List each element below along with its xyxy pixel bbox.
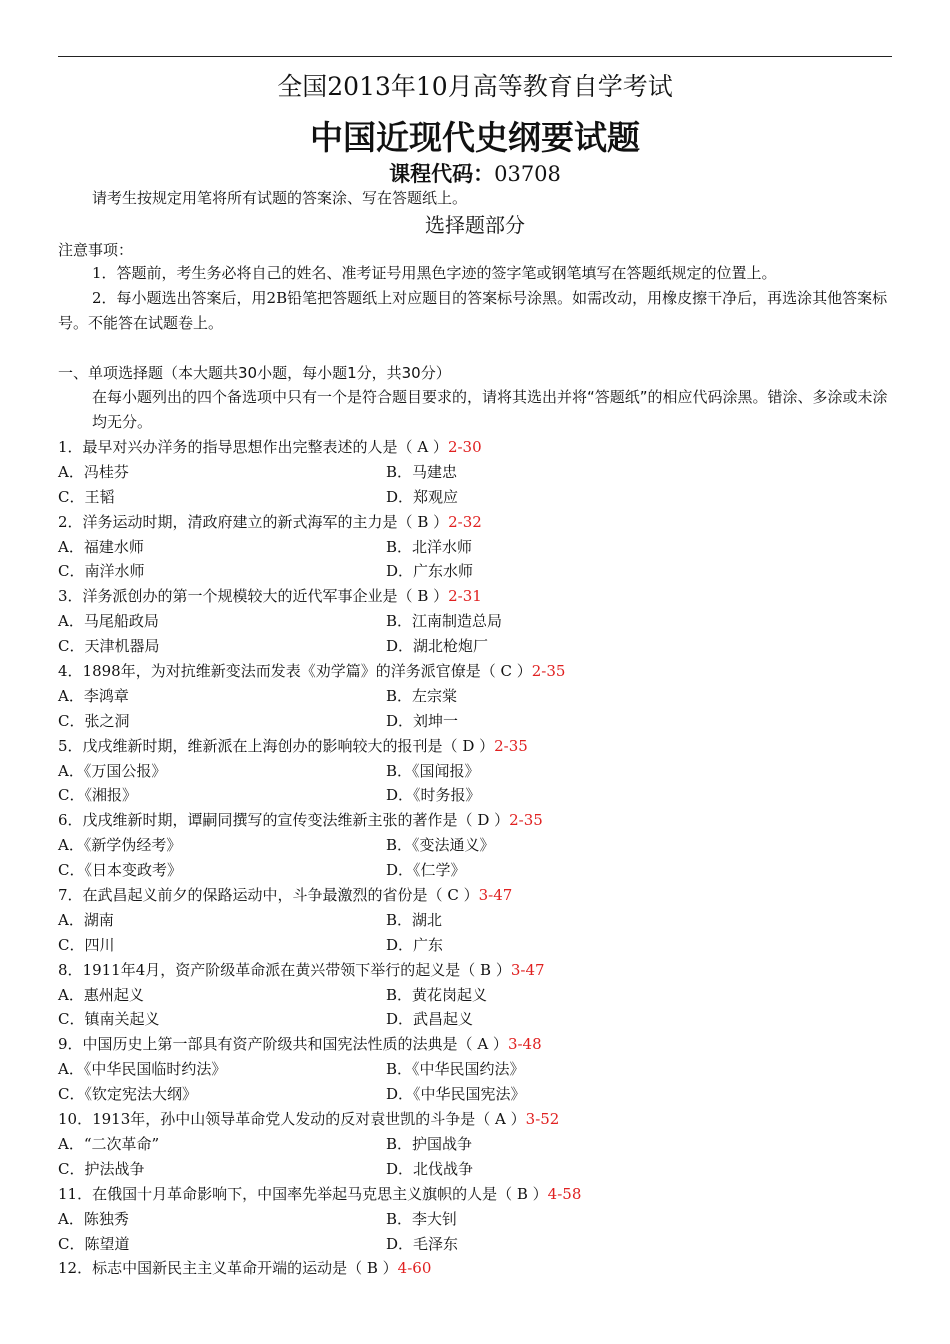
option-row <box>58 460 898 485</box>
option: D．北伐战争 <box>386 1159 474 1178</box>
question-stem <box>58 510 898 535</box>
option: A．《万国公报》 <box>58 761 167 780</box>
option: C．陈望道 <box>58 1234 130 1253</box>
exam-title: 全国2013年10月高等教育自学考试 <box>277 72 673 101</box>
question-item <box>58 734 898 809</box>
option: C．《钦定宪法大纲》 <box>58 1085 197 1104</box>
option: A．《中华民国临时约法》 <box>58 1060 227 1079</box>
option-row <box>58 1007 898 1032</box>
page-reference: 4-58 <box>547 1184 582 1203</box>
question-text: 2．洋务运动时期，清政府建立的新式海军的主力是（ <box>58 512 413 531</box>
option-row <box>58 933 898 958</box>
note-item: 1．答题前，考生务必将自己的姓名、准考证号用黑色字迹的签字笔或钢笔填写在答题纸规定的位置上。 <box>92 264 777 282</box>
answer-close: ） <box>510 1110 526 1129</box>
option: C．张之洞 <box>58 711 130 730</box>
option: C．四川 <box>58 935 115 954</box>
option: D．湖北枪炮厂 <box>386 637 489 656</box>
option: B．《中华民国约法》 <box>386 1060 525 1079</box>
question-stem <box>58 883 898 908</box>
option: D．广东水师 <box>386 562 474 581</box>
question-stem <box>58 734 898 759</box>
answer-letter: B <box>512 1184 533 1203</box>
option: D．《仁学》 <box>386 861 466 880</box>
option-row <box>58 858 898 883</box>
option: C．镇南关起义 <box>58 1010 160 1029</box>
option: A．湖南 <box>58 910 114 929</box>
question-stem <box>58 1107 898 1132</box>
page-reference: 3-47 <box>510 960 545 979</box>
option-row <box>58 634 898 659</box>
answer-close: ） <box>492 1035 508 1054</box>
answer-close: ） <box>516 662 532 681</box>
answer-letter: D <box>457 736 480 755</box>
question-item <box>58 808 898 883</box>
answer-letter: A <box>412 438 433 456</box>
question-item <box>58 659 898 734</box>
question-stem <box>58 1032 898 1057</box>
answer-letter: B <box>412 512 434 531</box>
question-text: 4．1898年，为对抗维新变法而发表《劝学篇》的洋务派官僚是（ <box>58 662 496 681</box>
answer-close: ） <box>495 960 511 979</box>
option-row <box>58 1057 898 1082</box>
notes-heading: 注意事项： <box>58 241 134 259</box>
question-text: 8．1911年4月，资产阶级革命派在黄兴带领下举行的起义是（ <box>58 960 476 979</box>
option: B．左宗棠 <box>386 686 458 705</box>
question-text: 12．标志中国新民主主义革命开端的运动是（ <box>58 1259 363 1278</box>
question-stem <box>58 808 898 833</box>
answer-letter: B <box>362 1259 383 1278</box>
page-reference: 2-35 <box>494 736 528 755</box>
page-reference: 3-47 <box>478 886 513 905</box>
question-item <box>58 510 898 585</box>
option-row <box>58 1082 898 1107</box>
option: D．《中华民国宪法》 <box>386 1085 526 1104</box>
option-row <box>58 783 898 808</box>
question-text: 10．1913年，孙中山领导革命党人发动的反对袁世凯的斗争是（ <box>58 1110 491 1129</box>
course-code-label: 课程代码： <box>389 162 495 186</box>
question-stem <box>58 435 898 460</box>
question-stem <box>58 958 898 983</box>
option: C．《日本变政考》 <box>58 861 182 880</box>
option-row <box>58 684 898 709</box>
question-item <box>58 883 898 958</box>
question-text: 7．在武昌起义前夕的保路运动中，斗争最激烈的省份是（ <box>58 886 443 905</box>
question-item <box>58 435 898 510</box>
question-list <box>58 435 898 1281</box>
option: B．护国战争 <box>386 1134 473 1153</box>
option: B．黄花岗起义 <box>386 985 488 1004</box>
page-reference: 4-60 <box>397 1259 432 1278</box>
answer-close: ） <box>433 587 449 606</box>
option: A．李鸿章 <box>58 686 129 705</box>
option-row <box>58 983 898 1008</box>
answer-letter: A <box>490 1110 511 1129</box>
option-row <box>58 833 898 858</box>
option-row <box>58 1132 898 1157</box>
option-row <box>58 709 898 734</box>
option-row <box>58 559 898 584</box>
answer-letter: C <box>495 662 517 681</box>
option: A．惠州起义 <box>58 985 144 1004</box>
question-item <box>58 1256 898 1281</box>
page-reference: 2-32 <box>448 512 482 531</box>
answer-close: ） <box>432 438 448 456</box>
option: D．刘坤一 <box>386 711 459 730</box>
question-text: 11．在俄国十月革命影响下，中国率先举起马克思主义旗帜的人是（ <box>58 1184 513 1203</box>
page-reference: 2-35 <box>509 811 543 830</box>
page-reference: 2-30 <box>447 438 482 456</box>
question-stem <box>58 1182 898 1207</box>
option: D．广东 <box>386 935 444 954</box>
option-row <box>58 535 898 560</box>
question-item <box>58 958 898 1033</box>
option: D．郑观应 <box>386 487 459 506</box>
question-item <box>58 1107 898 1182</box>
subject-title: 中国近现代史纲要试题 <box>310 118 640 157</box>
option: C．《湘报》 <box>58 786 137 805</box>
answer-letter: A <box>472 1035 493 1054</box>
header-rule <box>58 56 892 57</box>
page-reference: 2-35 <box>531 662 566 681</box>
question-item <box>58 1182 898 1257</box>
question-stem <box>58 1256 898 1281</box>
option-row <box>58 908 898 933</box>
page-reference: 3-52 <box>525 1110 560 1129</box>
answer-letter: C <box>442 886 464 905</box>
option: D．《时务报》 <box>386 786 481 805</box>
answer-close: ） <box>433 512 449 531</box>
option: C．南洋水师 <box>58 562 145 581</box>
question-item <box>58 1032 898 1107</box>
answer-instruction: 请考生按规定用笔将所有试题的答案涂、写在答题纸上。 <box>92 189 468 207</box>
answer-close: ） <box>382 1259 398 1278</box>
option-row <box>58 1157 898 1182</box>
question-text: 9．中国历史上第一部具有资产阶级共和国宪法性质的法典是（ <box>58 1035 473 1054</box>
question-text: 1．最早对兴办洋务的指导思想作出完整表述的人是（ <box>58 438 413 456</box>
question-stem <box>58 584 898 609</box>
answer-letter: B <box>475 960 496 979</box>
question-text: 5．戊戌维新时期，维新派在上海创办的影响较大的报刊是（ <box>58 736 458 755</box>
option: B．江南制造总局 <box>386 612 503 631</box>
option: B．《国闻报》 <box>386 761 480 780</box>
question-item <box>58 584 898 659</box>
option-row <box>58 485 898 510</box>
option: C．王韬 <box>58 487 115 506</box>
option-row <box>58 1207 898 1232</box>
option: A．“二次革命” <box>58 1134 160 1153</box>
page-reference: 3-48 <box>507 1035 542 1054</box>
answer-close: ） <box>479 736 495 755</box>
section-description: 在每小题列出的四个备选项中只有一个是符合题目要求的，请将其选出并将“答题纸”的相应代码涂黑。错涂、多涂或未涂均无分。 <box>92 388 888 431</box>
answer-close: ） <box>494 811 510 830</box>
question-text: 3．洋务派创办的第一个规模较大的近代军事企业是（ <box>58 587 413 606</box>
option: A．福建水师 <box>58 537 144 556</box>
part-title: 选择题部分 <box>425 213 525 237</box>
answer-letter: D <box>472 811 495 830</box>
option: B．湖北 <box>386 910 443 929</box>
page-reference: 2-31 <box>448 587 482 606</box>
course-code-value: 03708 <box>494 162 561 186</box>
course-code <box>0 160 950 188</box>
option: B．马建忠 <box>386 462 458 481</box>
answer-close: ） <box>463 886 479 905</box>
option: A．冯桂芬 <box>58 462 129 481</box>
option: C．护法战争 <box>58 1159 145 1178</box>
option-row <box>58 759 898 784</box>
question-stem <box>58 659 898 684</box>
answer-letter: B <box>412 587 434 606</box>
option: D．武昌起义 <box>386 1010 474 1029</box>
option: A．马尾船政局 <box>58 612 159 631</box>
option: C．天津机器局 <box>58 637 160 656</box>
section-heading: 一、单项选择题（本大题共30小题，每小题1分，共30分） <box>58 364 451 382</box>
option: B．《变法通义》 <box>386 836 495 855</box>
option-row <box>58 1232 898 1257</box>
question-text: 6．戊戌维新时期，谭嗣同撰写的宣传变法维新主张的著作是（ <box>58 811 473 830</box>
answer-close: ） <box>532 1184 548 1203</box>
option-row <box>58 609 898 634</box>
option: A．《新学伪经考》 <box>58 836 182 855</box>
option: B．北洋水师 <box>386 537 473 556</box>
note-item: 2．每小题选出答案后，用2B铅笔把答题纸上对应题目的答案标号涂黑。如需改动，用橡皮擦干净后，再选涂其他答案标号。不能答在试题卷上。 <box>58 289 888 332</box>
option: B．李大钊 <box>386 1209 458 1228</box>
option: A．陈独秀 <box>58 1209 129 1228</box>
option: D．毛泽东 <box>386 1234 459 1253</box>
